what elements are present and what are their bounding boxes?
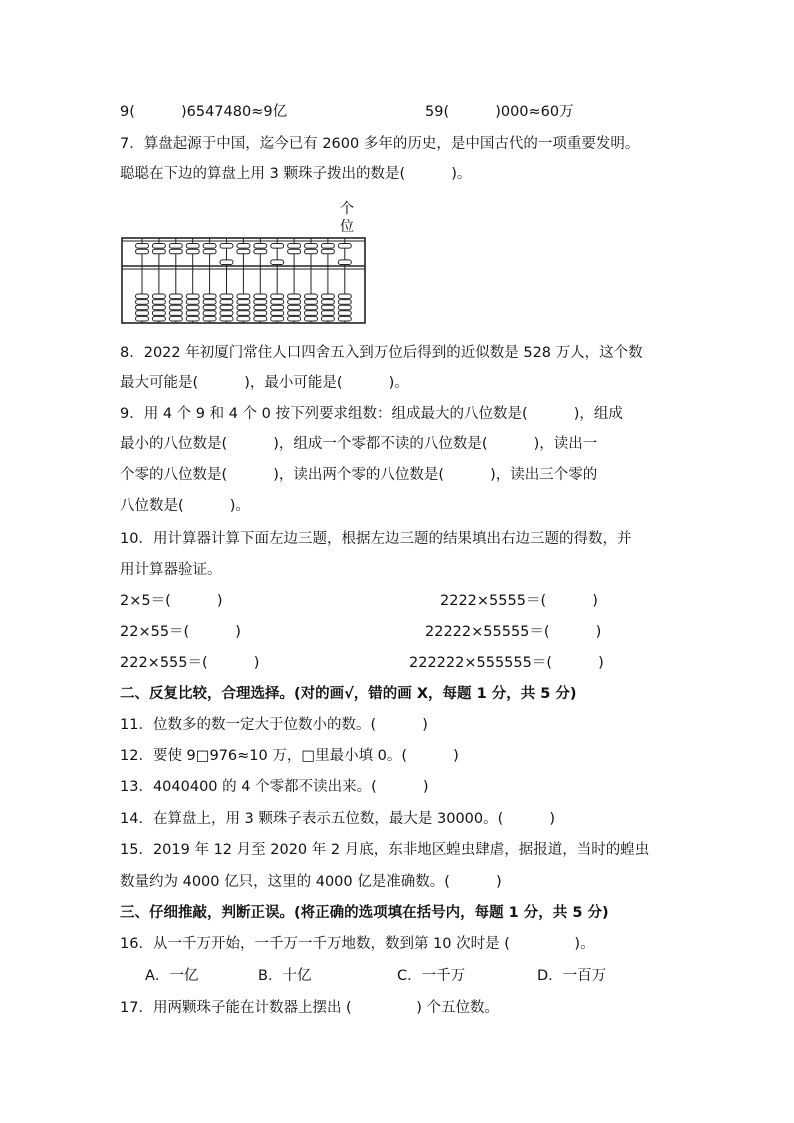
abacus-bead	[271, 300, 284, 305]
abacus-bead	[237, 300, 250, 305]
abacus-bead	[203, 249, 216, 254]
q10-line2: 用计算器验证。	[120, 562, 222, 578]
abacus-bead	[203, 316, 216, 321]
abacus-label-bottom: 位	[340, 219, 354, 235]
q6-right: 59( )000≈60万	[425, 104, 574, 120]
abacus-bead	[338, 316, 351, 321]
abacus-bead	[288, 244, 301, 249]
q7-line2: 聪聪在下边的算盘上用 3 颗珠子拨出的数是( )。	[120, 166, 472, 182]
abacus-bead	[338, 260, 351, 265]
abacus-bead	[152, 311, 165, 316]
q15-line2: 数量约为 4000 亿只，这里的 4000 亿是准确数。( )	[120, 874, 502, 890]
abacus-bead	[220, 311, 233, 316]
abacus-bead	[271, 244, 284, 249]
abacus-bead	[152, 294, 165, 299]
abacus-bead	[305, 244, 318, 249]
abacus-bead	[169, 294, 182, 299]
abacus-bead	[338, 294, 351, 299]
abacus-bead	[237, 311, 250, 316]
abacus-bead	[152, 300, 165, 305]
abacus-bead	[220, 305, 233, 310]
abacus-bead	[338, 305, 351, 310]
abacus-bead	[338, 300, 351, 305]
q16-option-c: C．一千万	[397, 968, 466, 984]
q10-right-3: 222222×555555＝( )	[409, 655, 604, 671]
abacus-bead	[288, 300, 301, 305]
q10-left-1: 2×5＝( )	[120, 593, 223, 609]
abacus-bead	[338, 311, 351, 316]
abacus-bead	[169, 249, 182, 254]
q10-right-1: 2222×5555＝( )	[440, 593, 598, 609]
q8-line1: 8．2022 年初厦门常住人口四舍五入到万位后得到的近似数是 528 万人，这个数	[120, 345, 643, 361]
abacus-bead	[136, 249, 149, 254]
q10-line1: 10．用计算器计算下面左边三题，根据左边三题的结果填出右边三题的得数，并	[120, 531, 632, 547]
section2-title: 二、反复比较，合理选择。(对的画√，错的画 X，每题 1 分，共 5 分)	[120, 686, 577, 702]
q10-left-3: 222×555＝( )	[120, 655, 260, 671]
q16-option-b: B．十亿	[258, 968, 312, 984]
abacus-bead	[152, 316, 165, 321]
q17: 17．用两颗珠子能在计数器上摆出 ( ) 个五位数。	[120, 1000, 500, 1016]
q10-right-2: 22222×55555＝( )	[425, 624, 602, 640]
abacus-bead	[136, 244, 149, 249]
abacus-bead	[288, 249, 301, 254]
abacus-bead	[321, 300, 334, 305]
abacus-bead	[203, 300, 216, 305]
abacus-bead	[186, 311, 199, 316]
q12: 12．要使 9□976≈10 万，□里最小填 0。( )	[120, 748, 459, 764]
abacus-bead	[321, 311, 334, 316]
abacus-bead	[169, 311, 182, 316]
abacus-bead	[237, 316, 250, 321]
abacus-bead	[237, 249, 250, 254]
abacus-bead	[237, 244, 250, 249]
abacus-bead	[254, 300, 267, 305]
abacus-bead	[136, 305, 149, 310]
q9-line4: 八位数是( )。	[120, 498, 250, 514]
abacus-bead	[203, 305, 216, 310]
abacus-bead	[203, 294, 216, 299]
abacus-bead	[186, 249, 199, 254]
abacus-bead	[305, 294, 318, 299]
abacus-bead	[254, 249, 267, 254]
abacus-bead	[136, 294, 149, 299]
abacus-bead	[321, 305, 334, 310]
abacus-bead	[305, 305, 318, 310]
abacus-bead	[152, 244, 165, 249]
abacus-bead	[321, 294, 334, 299]
abacus-bead	[305, 249, 318, 254]
abacus-bead	[220, 294, 233, 299]
abacus-bead	[203, 311, 216, 316]
abacus-bead	[237, 305, 250, 310]
abacus-bead	[305, 300, 318, 305]
abacus-bead	[271, 260, 284, 265]
abacus-bead	[136, 316, 149, 321]
abacus-bead	[186, 300, 199, 305]
q6-left: 9( )6547480≈9亿	[120, 104, 288, 120]
abacus-figure	[120, 200, 370, 329]
abacus-bead	[186, 305, 199, 310]
abacus-bead	[254, 305, 267, 310]
abacus-bead	[288, 316, 301, 321]
q16: 16．从一千万开始，一千万一千万地数，数到第 10 次时是 ( )。	[120, 936, 595, 952]
abacus-bead	[237, 294, 250, 299]
abacus-bead	[169, 300, 182, 305]
q9-line3: 个零的八位数是( )，读出两个零的八位数是( )，读出三个零的	[120, 467, 598, 483]
q7-line1: 7．算盘起源于中国，迄今已有 2600 多年的历史，是中国古代的一项重要发明。	[120, 136, 640, 152]
q16-option-d: D．一百万	[537, 968, 607, 984]
abacus-bead	[152, 249, 165, 254]
abacus-bead	[220, 316, 233, 321]
q13: 13．4040400 的 4 个零都不读出来。( )	[120, 779, 429, 795]
abacus-label-top: 个	[340, 201, 354, 217]
abacus-bead	[288, 305, 301, 310]
q15-line1: 15．2019 年 12 月至 2020 年 2 月底，东非地区蝗虫肆虐，据报道，当时的蝗虫	[120, 842, 650, 858]
abacus-bead	[271, 294, 284, 299]
abacus-bead	[220, 300, 233, 305]
abacus-bead	[254, 311, 267, 316]
abacus-bead	[305, 316, 318, 321]
abacus-bead	[169, 244, 182, 249]
abacus-bead	[220, 260, 233, 265]
abacus-bead	[254, 294, 267, 299]
abacus-bead	[321, 249, 334, 254]
abacus-bead	[186, 316, 199, 321]
abacus-bead	[288, 311, 301, 316]
abacus-bead	[136, 300, 149, 305]
abacus-bead	[152, 305, 165, 310]
abacus-bead	[169, 316, 182, 321]
section3-title: 三、仔细推敲，判断正误。(将正确的选项填在括号内，每题 1 分，共 5 分)	[120, 905, 609, 921]
abacus-bead	[305, 311, 318, 316]
abacus-bead	[271, 316, 284, 321]
abacus-bead	[321, 316, 334, 321]
q10-left-2: 22×55＝( )	[120, 624, 241, 640]
abacus-bead	[169, 305, 182, 310]
abacus-bead	[254, 244, 267, 249]
abacus-bead	[136, 311, 149, 316]
abacus-bead	[220, 244, 233, 249]
abacus-bead	[186, 294, 199, 299]
q14: 14．在算盘上，用 3 颗珠子表示五位数，最大是 30000。( )	[120, 811, 556, 827]
abacus-bead	[338, 244, 351, 249]
abacus-bead	[254, 316, 267, 321]
q11: 11．位数多的数一定大于位数小的数。( )	[120, 717, 428, 733]
abacus-bead	[271, 311, 284, 316]
abacus-bead	[321, 244, 334, 249]
abacus-bead	[203, 244, 216, 249]
abacus-bead	[288, 294, 301, 299]
abacus-bead	[271, 305, 284, 310]
q8-line2: 最大可能是( )，最小可能是( )。	[120, 375, 409, 391]
q9-line2: 最小的八位数是( )，组成一个零都不读的八位数是( )，读出一	[120, 436, 598, 452]
q9-line1: 9．用 4 个 9 和 4 个 0 按下列要求组数：组成最大的八位数是( )，组成	[120, 406, 623, 422]
abacus-bead	[186, 244, 199, 249]
q16-option-a: A．一亿	[145, 968, 199, 984]
